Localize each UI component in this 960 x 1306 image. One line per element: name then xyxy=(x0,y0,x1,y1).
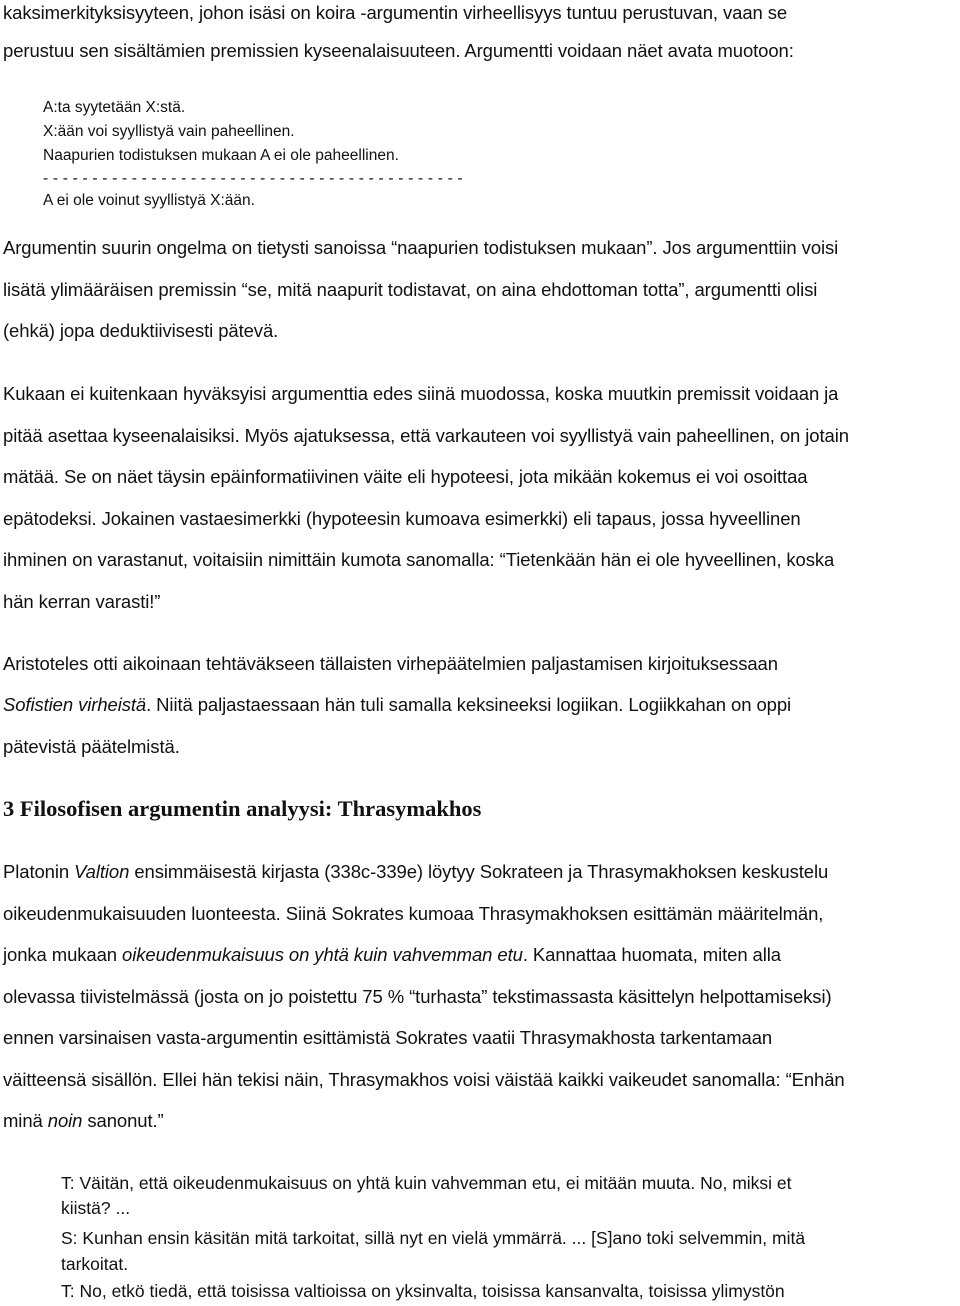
definition-italic: oikeudenmukaisuus on yhtä kuin vahvemman etu xyxy=(122,944,523,965)
dialogue-line-2: kiistä? ... xyxy=(61,1198,131,1218)
paragraph-5-line-4: olevassa tiivistelmässä (josta on jo poistettu 75 % “turhasta” tekstimassasta käsittelyn helpottamiseksi) xyxy=(3,986,832,1007)
book-title-italic: Sofistien virheistä xyxy=(3,694,147,715)
paragraph-4-line-3: pätevistä päätelmistä. xyxy=(3,736,180,757)
argument-premise-2: X:ään voi syyllistyä vain paheellinen. xyxy=(43,123,295,140)
paragraph-4-line-1: Aristoteles otti aikoinaan tehtäväkseen tällaisten virhepäätelmien paljastamisen kirjoituksessaan xyxy=(3,653,778,674)
argument-premise-3: Naapurien todistuksen mukaan A ei ole paheellinen. xyxy=(43,147,399,164)
paragraph-4-line-2: Sofistien virheistä. Niitä paljastaessaan hän tuli samalla keksineeksi logiikan. Logiikkahan on oppi xyxy=(3,694,792,715)
paragraph-5-line-6: väitteensä sisällön. Ellei hän tekisi näin, Thrasymakhos voisi väistää kaikki vaikeudet sanomalla: “Enhän xyxy=(3,1069,845,1090)
paragraph-5-line-5: ennen varsinaisen vasta-argumentin esittämistä Sokrates vaatii Thrasymakhosta tarkentamaan xyxy=(3,1027,773,1048)
paragraph-3-line-5: ihminen on varastanut, voitaisiin nimittäin kumota sanomalla: “Tietenkään hän ei ole hyveellinen, koska xyxy=(3,549,835,570)
paragraph-3-line-1: Kukaan ei kuitenkaan hyväksyisi argumenttia edes siinä muodossa, koska muutkin premissit voidaan ja xyxy=(3,383,839,404)
paragraph-1-line-1: kaksimerkityksisyyteen, johon isäsi on koira -argumentin virheellisyys tuntuu perustuvan, vaan se xyxy=(3,2,788,23)
paragraph-5-line-3: jonka mukaan oikeudenmukaisuus on yhtä kuin vahvemman etu. Kannattaa huomata, miten alla xyxy=(3,944,781,965)
argument-divider: - - - - - - - - - - - - - - - - - - - - - - - - - - - - - - - - - - - - - - - - - - - xyxy=(43,170,463,187)
paragraph-2-line-1: Argumentin suurin ongelma on tietysti sanoissa “naapurien todistuksen mukaan”. Jos argumenttiin voisi xyxy=(3,237,839,258)
dialogue-line-1: T: Väitän, että oikeudenmukaisuus on yhtä kuin vahvemman etu, ei mitään muuta. No, miksi et xyxy=(61,1173,792,1193)
paragraph-5-line-1: Platonin Valtion ensimmäisestä kirjasta (338c-339e) löytyy Sokrateen ja Thrasymakhoksen keskustelu xyxy=(3,861,829,882)
paragraph-5-line-7: minä noin sanonut.” xyxy=(3,1110,164,1131)
paragraph-1-line-2: perustuu sen sisältämien premissien kyseenalaisuuteen. Argumentti voidaan näet avata muotoon: xyxy=(3,40,794,61)
paragraph-3-line-6: hän kerran varasti!” xyxy=(3,591,161,612)
noin-italic: noin xyxy=(47,1110,83,1131)
paragraph-3-line-3: mätää. Se on näet täysin epäinformatiivinen väite eli hypoteesi, jota mikään kokemus ei voi osoittaa xyxy=(3,466,808,487)
section-heading: 3 Filosofisen argumentin analyysi: Thrasymakhos xyxy=(3,796,482,821)
argument-conclusion: A ei ole voinut syyllistyä X:ään. xyxy=(43,192,255,209)
paragraph-2-line-3: (ehkä) jopa deduktiivisesti pätevä. xyxy=(3,320,279,341)
paragraph-5-line-2: oikeudenmukaisuuden luonteesta. Siinä Sokrates kumoaa Thrasymakhoksen esittämän määritelmän, xyxy=(3,903,824,924)
work-title-italic: Valtion xyxy=(74,861,130,882)
paragraph-3-line-4: epätodeksi. Jokainen vastaesimerkki (hypoteesin kumoava esimerkki) eli tapaus, jossa hyveellinen xyxy=(3,508,801,529)
dialogue-line-3: S: Kunhan ensin käsitän mitä tarkoitat, sillä nyt en vielä ymmärrä. ... [S]ano toki selvemmin, mitä xyxy=(61,1228,806,1248)
argument-premise-1: A:ta syytetään X:stä. xyxy=(43,99,186,116)
paragraph-2-line-2: lisätä ylimääräisen premissin “se, mitä naapurit todistavat, on aina ehdottoman totta”, argumentti olisi xyxy=(3,279,818,300)
paragraph-3-line-2: pitää asettaa kyseenalaisiksi. Myös ajatuksessa, että varkauteen voi syyllistyä vain paheellinen, on jotain xyxy=(3,425,849,446)
dialogue-line-4: tarkoitat. xyxy=(61,1254,129,1274)
dialogue-line-5: T: No, etkö tiedä, että toisissa valtioissa on yksinvalta, toisissa kansanvalta, toisissa ylimystön xyxy=(61,1281,785,1301)
